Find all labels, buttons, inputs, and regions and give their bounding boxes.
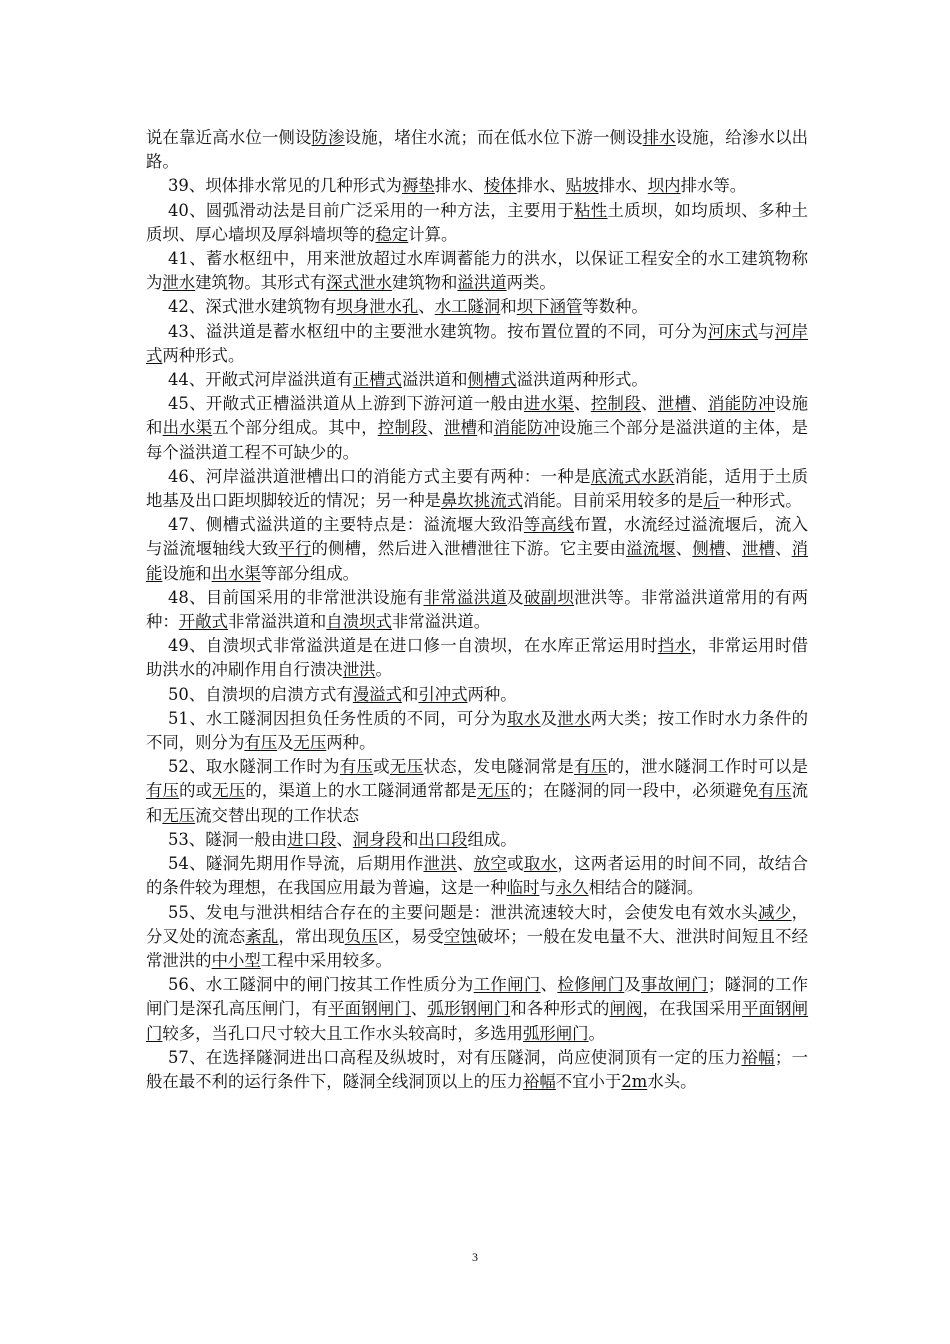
text-run: 溢洪道两种形式。 <box>516 370 648 390</box>
underlined-answer: 正槽式 <box>352 370 402 390</box>
underlined-answer: 底流式水跃 <box>590 466 675 486</box>
underlined-answer: 河床式 <box>707 321 759 341</box>
paragraph <box>146 513 808 586</box>
text-run: 和 <box>477 418 494 438</box>
underlined-answer: 无压 <box>212 781 246 801</box>
text-run: 计算。 <box>408 224 458 244</box>
text-run: 50、自溃坝的启溃方式有 <box>168 684 353 704</box>
underlined-answer: 无压 <box>293 733 327 753</box>
text-run: ，在我国采用 <box>642 999 742 1019</box>
text-run: 及 <box>507 587 524 607</box>
text-run: 40、圆弧滑动法是目前广泛采用的一种方法，主要用于 <box>168 200 575 220</box>
underlined-answer: 防渗 <box>311 128 345 147</box>
text-run: 不宜小于 <box>555 1071 622 1091</box>
underlined-answer: 消能防冲 <box>707 394 775 414</box>
underlined-answer: 引冲式 <box>418 684 468 704</box>
text-run: 排水、 <box>516 176 566 196</box>
underlined-answer: 永久 <box>555 878 589 898</box>
text-run: 设施和 <box>146 394 809 438</box>
text-run: 非常溢洪道和 <box>227 612 327 632</box>
text-run: 组成。 <box>467 829 517 849</box>
underlined-answer: 无压 <box>162 805 196 825</box>
underlined-answer: 出水渠 <box>211 563 261 583</box>
paragraph <box>146 1046 808 1094</box>
underlined-answer: 侧槽式 <box>467 370 517 390</box>
underlined-answer: 挡水 <box>657 636 692 656</box>
underlined-answer: 后 <box>703 491 720 511</box>
text-run: 流和 <box>146 781 809 825</box>
underlined-answer: 有压 <box>758 781 792 801</box>
text-run: 的；在隧洞的同一段中，必须避免 <box>510 781 759 801</box>
page-number: 3 <box>472 1250 478 1264</box>
underlined-answer: 弧形闸门 <box>522 1023 589 1043</box>
text-run: 及 <box>277 733 294 753</box>
underlined-answer: 坝身泄水孔 <box>336 297 419 317</box>
text-run: 与 <box>539 878 556 898</box>
paragraph <box>146 392 808 465</box>
text-run: 消能。目前采用较多的是 <box>522 491 704 511</box>
paragraph <box>146 852 808 900</box>
underlined-answer: 紊乱 <box>245 926 279 946</box>
text-run: 及 <box>624 975 642 995</box>
text-run: 和 <box>401 684 419 704</box>
text-run: 48、目前国采用的非常泄洪设施有 <box>168 587 424 607</box>
text-run: 、 <box>641 394 658 414</box>
underlined-answer: 泄水 <box>557 708 591 728</box>
text-run: 两种。 <box>467 684 517 704</box>
text-run: 非常溢洪道。 <box>391 612 491 632</box>
underlined-answer: 平行 <box>278 539 312 559</box>
text-run: 两种形式。 <box>162 345 245 365</box>
text-run: 五个部分组成。其中， <box>212 418 378 438</box>
paragraph <box>146 901 808 974</box>
paragraph <box>146 755 808 828</box>
text-run: 、 <box>427 418 445 438</box>
text-run: 及 <box>540 708 558 728</box>
underlined-answer: 贴坡 <box>565 176 599 196</box>
underlined-answer: 消能防冲 <box>493 418 560 438</box>
text-run: 较多，当孔口尺寸较大且工作水头较高时，多选用 <box>162 1023 523 1043</box>
underlined-answer: 非常溢洪道 <box>423 587 508 607</box>
text-run: 设施三个部分是溢洪道的主体，是每个溢洪道工程不可缺少的。 <box>146 418 809 462</box>
text-run: 、 <box>574 394 591 414</box>
underlined-answer: 稳定 <box>375 224 409 244</box>
paragraph <box>146 586 808 634</box>
text-run: 排水、 <box>598 176 648 196</box>
underlined-answer: 深式泄水 <box>326 273 392 293</box>
underlined-answer: 平面钢闸门 <box>146 999 809 1043</box>
text-run: 设施，给渗水以出路。 <box>146 128 809 172</box>
text-run: 状态，发电隧洞常是 <box>423 757 575 777</box>
underlined-answer: 自溃坝式 <box>326 612 392 632</box>
underlined-answer: 出口段 <box>418 829 468 849</box>
paragraph <box>146 973 808 1046</box>
text-run: 、 <box>418 297 435 317</box>
underlined-answer: 闸阀 <box>609 999 643 1019</box>
paragraph <box>146 295 808 319</box>
text-run: 建筑物和 <box>391 273 458 293</box>
text-run: 相结合的隧洞。 <box>588 878 704 898</box>
underlined-answer: 出水渠 <box>162 418 213 438</box>
paragraph <box>146 634 808 682</box>
underlined-answer: 排水 <box>642 128 676 147</box>
paragraph <box>146 174 808 198</box>
text-run: 工程中采用较多。 <box>260 950 392 970</box>
paragraph <box>146 828 808 852</box>
underlined-answer: 泄槽 <box>741 539 776 559</box>
underlined-answer: 棱体 <box>483 176 517 196</box>
text-run: 设施和 <box>162 563 212 583</box>
text-run: 42、深式泄水建筑物有 <box>168 297 337 317</box>
underlined-answer: 粘性 <box>574 200 608 220</box>
underlined-answer: 侧槽 <box>692 539 726 559</box>
text-run: 。 <box>375 660 392 680</box>
text-run: 或 <box>373 757 391 777</box>
text-run: 破坏；一般在发电量不大、泄洪时间短且不经常泄洪的 <box>146 926 809 970</box>
text-run: 土质坝，如均质坝、多种土质坝、厚心墙坝及厚斜墙坝等的 <box>146 200 809 244</box>
underlined-answer: 放空 <box>473 854 508 874</box>
paragraph <box>146 126 808 174</box>
paragraph <box>146 465 808 513</box>
text-run: 、 <box>456 854 474 874</box>
underlined-answer: 工作闸门 <box>473 975 541 995</box>
underlined-answer: 裕幅 <box>522 1071 556 1091</box>
underlined-answer: 进水渠 <box>523 394 575 414</box>
text-run: 、 <box>410 999 428 1019</box>
underlined-answer: 鼻坎挑流式 <box>441 491 523 511</box>
paragraph <box>146 707 808 755</box>
text-run: 的侧槽，然后进入泄槽泄往下游。它主要由 <box>311 539 627 559</box>
text-run: 设施，堵住水流；而在低水位下游一侧设 <box>344 128 643 147</box>
text-run: 等部分组成。 <box>260 563 360 583</box>
underlined-answer: 坝下涵管 <box>516 297 583 317</box>
underlined-answer: 溢洪道 <box>457 273 507 293</box>
text-run: 等数种。 <box>582 297 648 317</box>
underlined-answer: 等高线 <box>523 515 575 535</box>
underlined-answer: 空蚀 <box>443 926 478 946</box>
text-run: 55、发电与泄洪相结合存在的主要问题是：泄洪流速较大时，会使发电有效水头 <box>168 902 759 922</box>
underlined-answer: 溢流堰 <box>626 539 676 559</box>
text-run: ，常出现 <box>278 926 345 946</box>
text-run: 和 <box>401 829 419 849</box>
text-run: 、 <box>691 394 708 414</box>
text-run: 45、开敞式正槽溢洪道从上游到下游河道一般由 <box>168 394 524 414</box>
text-run: 的或 <box>179 781 213 801</box>
text-run: 51、水工隧洞因担负任务性质的不同，可分为 <box>168 708 508 728</box>
text-run: 区，易受 <box>377 926 444 946</box>
text-run: 、 <box>336 829 353 849</box>
text-run: 。 <box>588 1023 605 1043</box>
text-run: 两大类；按工作时水力条件的不同，则分为 <box>146 708 809 753</box>
paragraph <box>146 247 808 295</box>
underlined-answer: 取水 <box>507 708 541 728</box>
underlined-answer: 河岸式 <box>146 321 808 365</box>
underlined-answer: 漫溢式 <box>352 684 402 704</box>
text-run: 布置，水流经过溢流堰后，流入与溢流堰轴线大致 <box>146 515 809 559</box>
text-run: 、 <box>675 539 693 559</box>
text-run: 39、坝体排水常见的几种形式为 <box>168 176 402 196</box>
underlined-answer: 水工隧洞 <box>434 297 501 317</box>
text-run: 43、溢洪道是蓄水枢纽中的主要泄水建筑物。按布置位置的不同，可分为 <box>168 321 708 341</box>
paragraph <box>146 199 808 247</box>
underlined-answer: 2m <box>621 1071 648 1091</box>
underlined-answer: 泄槽 <box>657 394 692 414</box>
text-run: 流交替出现的工作状态 <box>195 805 360 825</box>
paragraph <box>146 368 808 392</box>
underlined-answer: 泄槽 <box>444 418 478 438</box>
text-run: 泄洪等。非常溢洪道常用的有两种： <box>146 587 809 632</box>
text-run: 44、开敞式河岸溢洪道有 <box>168 370 353 390</box>
underlined-answer: 进口段 <box>287 829 337 849</box>
underlined-answer: 有压 <box>146 781 180 801</box>
underlined-answer: 无压 <box>390 757 424 777</box>
text-run: 两类。 <box>506 273 556 293</box>
underlined-answer: 开敞式 <box>178 612 228 632</box>
text-run: 、 <box>775 539 792 559</box>
document-body <box>146 126 808 1094</box>
underlined-answer: 检修闸门 <box>557 975 625 995</box>
text-run: 水头。 <box>647 1071 697 1091</box>
text-run: 的，泄水隧洞工作时可以是 <box>607 757 809 777</box>
text-run: 53、隧洞一般由 <box>168 829 288 849</box>
text-run: 或 <box>507 854 524 874</box>
paragraph <box>146 683 808 707</box>
text-run: 41、蓄水枢纽中，用来泄放超过水库调蓄能力的洪水，以保证工程安全的水工建筑物称为 <box>146 249 808 293</box>
text-run: 溢洪道和 <box>401 370 468 390</box>
underlined-answer: 平面钢闸门 <box>328 999 411 1019</box>
underlined-answer: 裕幅 <box>741 1047 775 1067</box>
text-run: 和 <box>500 297 517 317</box>
text-run: 54、隧洞先期用作导流，后期用作 <box>168 854 424 874</box>
text-run: 49、自溃坝式非常溢洪道是在进口修一自溃坝，在水库正常运用时 <box>168 636 658 656</box>
text-run: ，这两者运用的时间不同，故结合的条件较为理想，在我国应用最为普遍，这是一种 <box>146 854 809 898</box>
underlined-answer: 减少 <box>758 902 792 922</box>
text-run: 和各种形式的 <box>510 999 610 1019</box>
text-run: 56、水工隧洞中的闸门按其工作性质分为 <box>168 975 474 995</box>
underlined-answer: 取水 <box>523 854 558 874</box>
underlined-answer: 控制段 <box>590 394 642 414</box>
text-run: 的，渠道上的水工隧洞通常都是 <box>245 781 478 801</box>
underlined-answer: 破副坝 <box>523 587 575 607</box>
text-run: 说在靠近高水位一侧设 <box>146 128 312 147</box>
underlined-answer: 泄洪 <box>342 660 376 680</box>
text-run: 与 <box>758 321 775 341</box>
underlined-answer: 有压 <box>244 733 278 753</box>
text-run: 建筑物。其形式有 <box>195 273 327 293</box>
underlined-answer: 临时 <box>506 878 540 898</box>
text-run: ，非常运用时借助洪水的冲刷作用自行溃决 <box>146 636 809 680</box>
text-run: 、 <box>540 975 558 995</box>
text-run: 47、侧槽式溢洪道的主要特点是：溢流堰大致沿 <box>168 515 524 535</box>
underlined-answer: 无压 <box>477 781 511 801</box>
underlined-answer: 泄洪 <box>423 854 457 874</box>
underlined-answer: 中小型 <box>211 950 261 970</box>
text-run: 57、在选择隧洞进出口高程及纵坡时，对有压隧洞，尚应使洞顶有一定的压力 <box>168 1047 742 1067</box>
text-run: 一种形式。 <box>719 491 802 511</box>
text-run: 消能，适用于土质地基及出口距坝脚较近的情况；另一种是 <box>146 466 809 511</box>
underlined-answer: 有压 <box>339 757 374 777</box>
underlined-answer: 有压 <box>574 757 608 777</box>
underlined-answer: 洞身段 <box>352 829 402 849</box>
text-run: 两种。 <box>326 733 376 753</box>
underlined-answer: 坝内 <box>647 176 681 196</box>
text-run: 、 <box>725 539 742 559</box>
text-run: ；一般在最不利的运行条件下，隧洞全线洞顶以上的压力 <box>146 1047 808 1091</box>
text-run: ；隧洞的工作闸门是深孔高压闸门，有 <box>146 975 809 1019</box>
text-run: 52、取水隧洞工作时为 <box>168 757 340 777</box>
underlined-answer: 弧形钢闸门 <box>427 999 511 1019</box>
text-run: ，分叉处的流态 <box>146 902 808 946</box>
underlined-answer: 控制段 <box>377 418 428 438</box>
text-run: 排水、 <box>434 176 484 196</box>
underlined-answer: 消能 <box>146 539 809 583</box>
text-run: 排水等。 <box>680 176 747 196</box>
underlined-answer: 事故闸门 <box>641 975 708 995</box>
text-run: 46、河岸溢洪道泄槽出口的消能方式主要有两种：一种是 <box>168 466 591 486</box>
underlined-answer: 褥垫 <box>401 176 435 196</box>
underlined-answer: 负压 <box>344 926 378 946</box>
underlined-answer: 泄水 <box>162 273 196 293</box>
paragraph <box>146 320 808 368</box>
